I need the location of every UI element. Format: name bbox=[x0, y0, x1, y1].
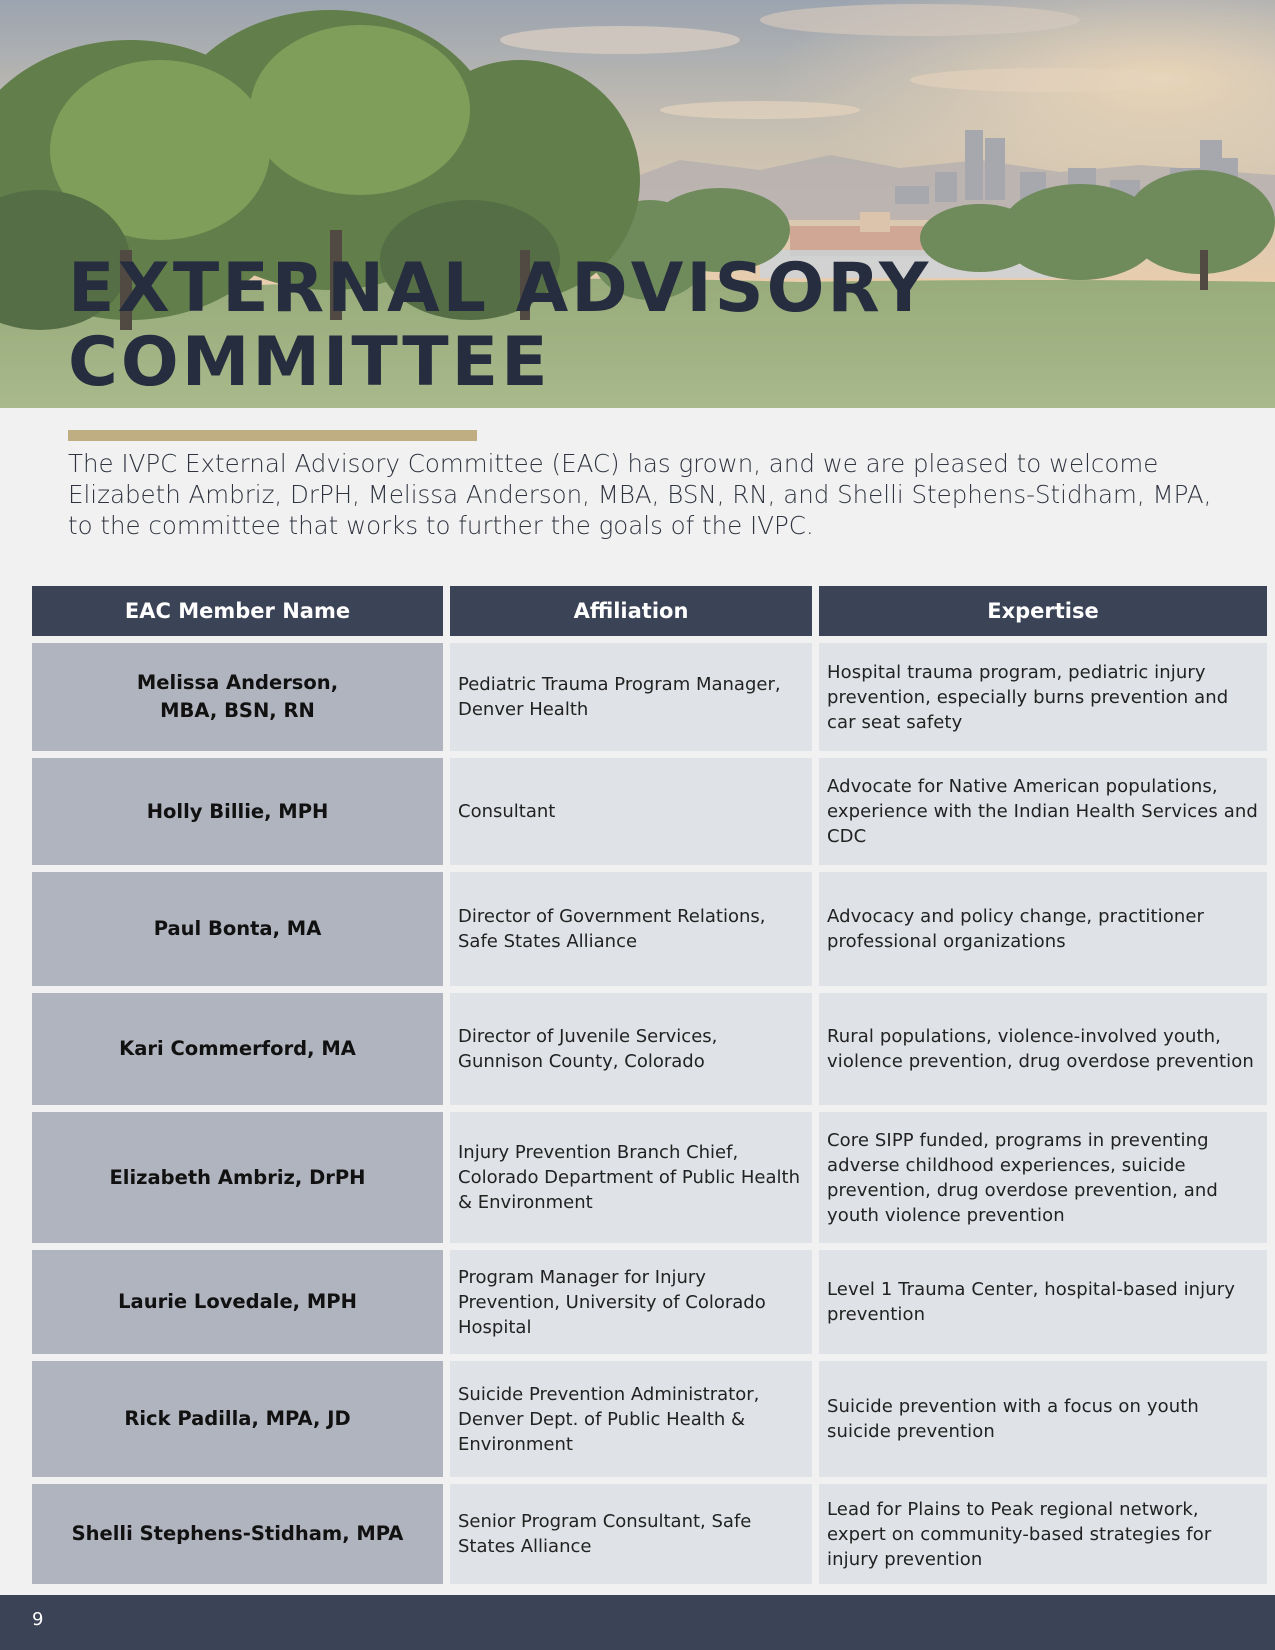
member-name-cell bbox=[32, 643, 443, 751]
table-header-row bbox=[32, 586, 1267, 636]
expertise-cell: Advocate for Native American populations, experience with the Indian Health Services and CDC bbox=[819, 758, 1267, 865]
member-name: Melissa Anderson, MBA, BSN, RN bbox=[136, 671, 339, 722]
table-row bbox=[32, 1484, 1267, 1584]
affiliation-cell: Director of Government Relations, Safe States Alliance bbox=[450, 872, 812, 986]
affiliation-cell: Consultant bbox=[450, 758, 812, 865]
page-number: 9 bbox=[32, 1609, 44, 1630]
affiliation-cell: Senior Program Consultant, Safe States Alliance bbox=[450, 1484, 812, 1584]
accent-divider bbox=[68, 430, 477, 441]
member-name: Elizabeth Ambriz, DrPH bbox=[109, 1165, 366, 1189]
member-name-cell bbox=[32, 1112, 443, 1243]
affiliation-cell: Suicide Prevention Administrator, Denver Dept. of Public Health & Environment bbox=[450, 1361, 812, 1477]
member-name-cell bbox=[32, 1484, 443, 1584]
header-expertise: Expertise bbox=[819, 586, 1267, 636]
title-line-2: COMMITTEE bbox=[68, 323, 551, 402]
member-name-cell bbox=[32, 1250, 443, 1354]
expertise-cell: Lead for Plains to Peak regional network, expert on community-based strategies for injury prevention bbox=[819, 1484, 1267, 1584]
expertise-cell: Advocacy and policy change, practitioner professional organizations bbox=[819, 872, 1267, 986]
member-name: Kari Commerford, MA bbox=[119, 1037, 356, 1060]
expertise-cell: Rural populations, violence-involved youth, violence prevention, drug overdose prevention bbox=[819, 993, 1267, 1105]
affiliation-cell: Director of Juvenile Services, Gunnison County, Colorado bbox=[450, 993, 812, 1105]
title-line-1: EXTERNAL ADVISORY bbox=[68, 249, 932, 328]
member-name: Holly Billie, MPH bbox=[146, 799, 329, 823]
affiliation-cell: Injury Prevention Branch Chief, Colorado Department of Public Health & Environment bbox=[450, 1112, 812, 1243]
member-name: Laurie Lovedale, MPH bbox=[118, 1290, 357, 1313]
table-row bbox=[32, 1112, 1267, 1243]
expertise-cell: Hospital trauma program, pediatric injury prevention, especially burns prevention and car seat safety bbox=[819, 643, 1267, 751]
page-footer bbox=[0, 1595, 1275, 1650]
table-row bbox=[32, 1250, 1267, 1354]
member-name-cell bbox=[32, 758, 443, 865]
table-row bbox=[32, 643, 1267, 751]
affiliation-cell: Program Manager for Injury Prevention, University of Colorado Hospital bbox=[450, 1250, 812, 1354]
expertise-cell: Suicide prevention with a focus on youth suicide prevention bbox=[819, 1361, 1267, 1477]
page-title bbox=[68, 249, 932, 402]
member-name-cell bbox=[32, 993, 443, 1105]
table-row bbox=[32, 993, 1267, 1105]
eac-members-table bbox=[25, 579, 1274, 1591]
member-name: Rick Padilla, MPA, JD bbox=[124, 1407, 351, 1430]
intro-paragraph: The IVPC External Advisory Committee (EAC) has grown, and we are pleased to welcome Elizabeth Ambriz, DrPH, Melissa Anderson, MBA, BSN, RN, and Shelli Stephens-Stidham, MPA, to the committee that works to further the goals of the IVPC. bbox=[68, 449, 1212, 540]
header-member-name: EAC Member Name bbox=[32, 586, 443, 636]
member-name: Paul Bonta, MA bbox=[153, 917, 322, 940]
member-name-cell bbox=[32, 872, 443, 986]
member-name: Shelli Stephens-Stidham, MPA bbox=[71, 1522, 404, 1545]
header-affiliation: Affiliation bbox=[450, 586, 812, 636]
expertise-cell: Core SIPP funded, programs in preventing adverse childhood experiences, suicide prevention, drug overdose prevention, and youth violence prevention bbox=[819, 1112, 1267, 1243]
table-row bbox=[32, 758, 1267, 865]
table-row bbox=[32, 1361, 1267, 1477]
member-name-cell bbox=[32, 1361, 443, 1477]
affiliation-cell: Pediatric Trauma Program Manager, Denver Health bbox=[450, 643, 812, 751]
expertise-cell: Level 1 Trauma Center, hospital-based injury prevention bbox=[819, 1250, 1267, 1354]
table-row bbox=[32, 872, 1267, 986]
